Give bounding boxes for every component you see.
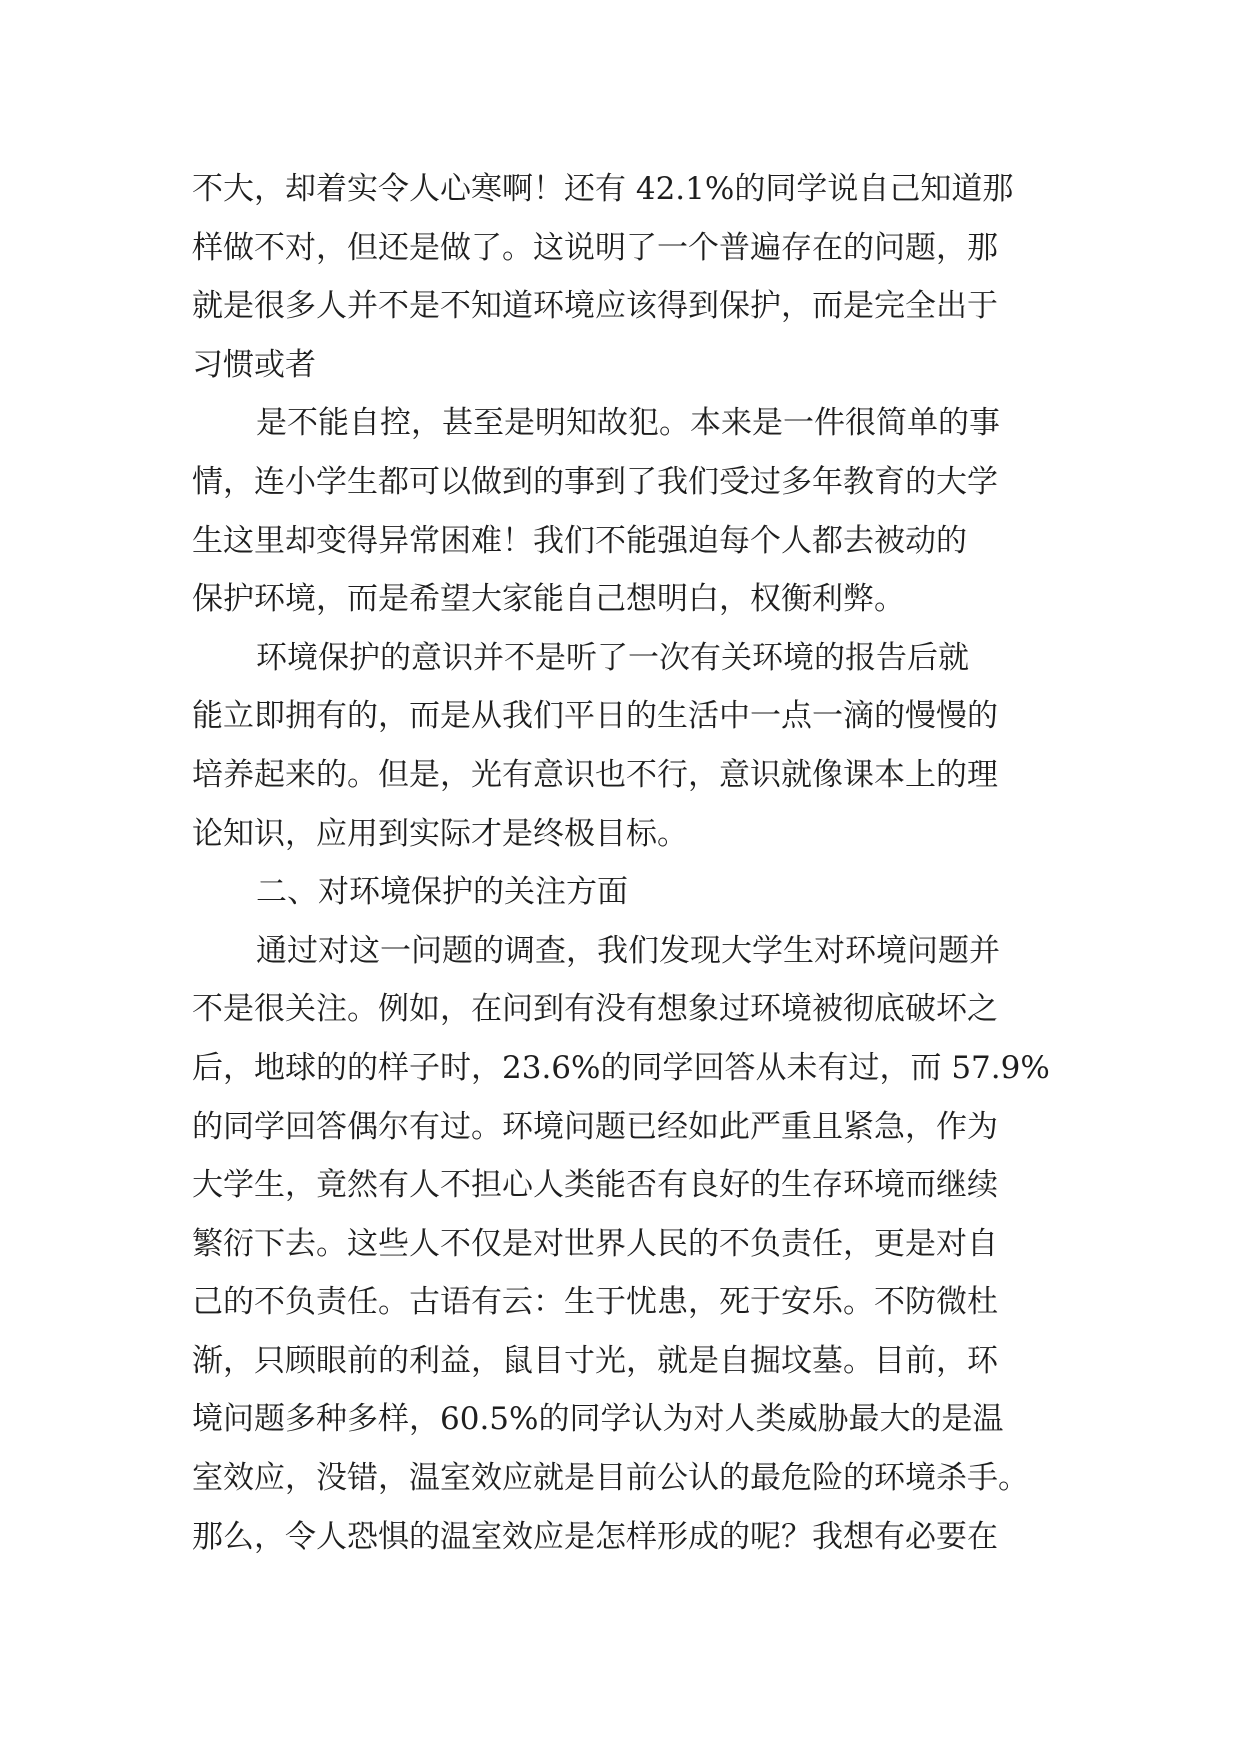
text-line: 培养起来的。但是，光有意识也不行，意识就像课本上的理 <box>192 756 998 793</box>
section-heading: 二、对环境保护的关注方面 <box>256 874 628 911</box>
text-line: 生这里却变得异常困难！我们不能强迫每个人都去被动的 <box>192 522 967 559</box>
text-line: 通过对这一问题的调查，我们发现大学生对环境问题并 <box>256 932 1000 969</box>
body-text <box>192 160 1072 1566</box>
text-line: 环境保护的意识并不是听了一次有关环境的报告后就 <box>256 639 969 676</box>
text-line: 情，连小学生都可以做到的事到了我们受过多年教育的大学 <box>192 463 998 500</box>
text-line: 那么，令人恐惧的温室效应是怎样形成的呢？我想有必要在 <box>192 1518 998 1555</box>
text-line: 是不能自控，甚至是明知故犯。本来是一件很简单的事 <box>256 405 1000 442</box>
text-line: 就是很多人并不是不知道环境应该得到保护，而是完全出于 <box>192 288 998 325</box>
text-line: 论知识，应用到实际才是终极目标。 <box>192 815 688 852</box>
text-line: 不是很关注。例如，在问到有没有想象过环境被彻底破坏之 <box>192 991 998 1028</box>
text-line: 渐，只顾眼前的利益，鼠目寸光，就是自掘坟墓。目前，环 <box>192 1342 998 1379</box>
text-line: 后，地球的的样子时，23.6%的同学回答从未有过，而 57.9% <box>192 1049 1050 1086</box>
text-line: 的同学回答偶尔有过。环境问题已经如此严重且紧急，作为 <box>192 1108 998 1145</box>
text-line: 己的不负责任。古语有云：生于忧患，死于安乐。不防微杜 <box>192 1284 998 1321</box>
text-line: 繁衍下去。这些人不仅是对世界人民的不负责任，更是对自 <box>192 1225 998 1262</box>
text-line: 境问题多种多样，60.5%的同学认为对人类威胁最大的是温 <box>192 1401 1004 1438</box>
text-line: 大学生，竟然有人不担心人类能否有良好的生存环境而继续 <box>192 1167 998 1204</box>
text-line: 样做不对，但还是做了。这说明了一个普遍存在的问题，那 <box>192 229 998 266</box>
text-line: 不大，却着实令人心寒啊！还有 42.1%的同学说自己知道那 <box>192 171 1014 207</box>
text-line: 室效应，没错，温室效应就是目前公认的最危险的环境杀手。 <box>192 1460 1029 1497</box>
text-line: 能立即拥有的，而是从我们平日的生活中一点一滴的慢慢的 <box>192 698 998 735</box>
text-line: 保护环境，而是希望大家能自己想明白，权衡利弊。 <box>192 581 905 618</box>
text-line: 习惯或者 <box>192 346 316 383</box>
